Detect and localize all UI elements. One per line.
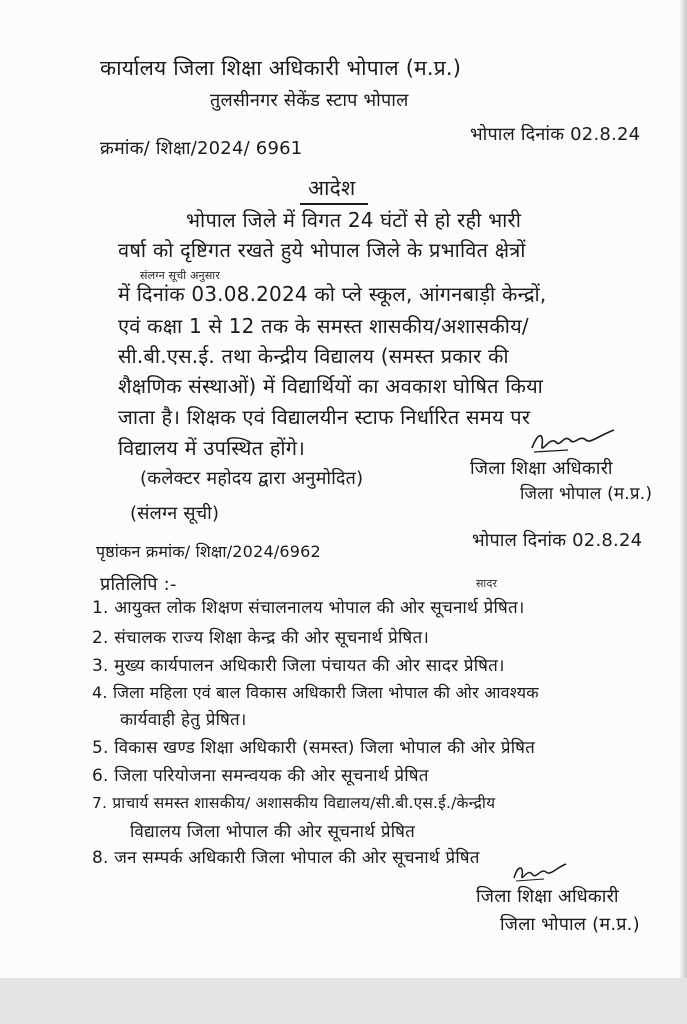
copy-item-4-cont: कार्यवाही हेतु प्रेषित। [120,710,247,730]
body-line-1: भोपाल जिले में विगत 24 घंटों से हो रही भारी [186,208,522,232]
copy-item-1: 1. आयुक्त लोक शिक्षण संचालनालय भोपाल की ओर सूचनार्थ प्रेषित। [92,598,525,618]
copy-item-5: 5. विकास खण्ड शिक्षा अधिकारी (समस्त) जिला भोपाल की ओर प्रेषित [92,738,536,758]
order-title: आदेश [308,176,356,200]
signature-1 [528,426,618,462]
body-line-3: में दिनांक 03.08.2024 को प्ले स्कूल, आंगनबाड़ी केन्द्रों, [118,282,547,306]
body-line-7: जाता है। शिक्षक एवं विद्यालयीन स्टाफ निर्धारित समय पर [118,405,531,429]
copy-item-7-cont: विद्यालय जिला भोपाल की ओर सूचनार्थ प्रेषित [130,822,416,842]
title-underline [300,203,368,205]
photo-bottom-band [0,978,687,1024]
copy-item-2: 2. संचालक राज्य शिक्षा केन्द्र की ओर सूचनार्थ प्रेषित। [92,628,429,648]
office-address: तुलसीनगर सेकेंड स्टाप भोपाल [210,90,409,111]
copy-item-4: 4. जिला महिला एवं बाल विकास अधिकारी जिला भोपाल की ओर आवश्यक [92,683,539,702]
signatory-2-district: जिला भोपाल (म.प्र.) [500,914,640,935]
body-line-4: एवं कक्षा 1 से 12 तक के समस्त शासकीय/अशासकीय/ [118,314,529,338]
signature-2 [510,860,570,888]
body-line-5: सी.बी.एस.ई. तथा केन्द्रीय विद्यालय (समस्त प्रकार की [118,344,509,368]
page-edge-shadow [679,0,687,1024]
copy-item-1-insert: सादर [476,577,498,590]
order-number: क्रमांक/ शिक्षा/2024/ 6961 [100,138,303,159]
signatory-1-district: जिला भोपाल (म.प्र.) [520,484,653,504]
attachment-note: (संलग्न सूची) [130,503,220,524]
copy-item-7: 7. प्राचार्य समस्त शासकीय/ अशासकीय विद्यालय/सी.बी.एस.ई./केन्द्रीय [92,794,496,812]
copy-item-3: 3. मुख्य कार्यपालन अधिकारी जिला पंचायत की ओर सादर प्रेषित। [92,656,505,676]
office-title: कार्यालय जिला शिक्षा अधिकारी भोपाल (म.प्र.) [100,56,462,80]
body-line-8: विद्यालय में उपस्थित होंगे। [118,436,305,460]
copy-heading: प्रतिलिपि :- [100,574,177,595]
order-date: भोपाल दिनांक 02.8.24 [470,124,641,145]
signatory-1-title: जिला शिक्षा अधिकारी [470,458,613,479]
endorsement-number: पृष्ठांकन क्रमांक/ शिक्षा/2024/6962 [96,542,321,561]
body-line-2: वर्षा को दृष्टिगत रखते हुये भोपाल जिले के प्रभावित क्षेत्रों [118,238,526,262]
signatory-2-title: जिला शिक्षा अधिकारी [476,886,619,907]
approval-note: (कलेक्टर महोदय द्वारा अनुमोदित) [140,468,364,489]
copy-item-8: 8. जन सम्पर्क अधिकारी जिला भोपाल की ओर सूचनार्थ प्रेषित [92,848,480,868]
endorsement-date: भोपाल दिनांक 02.8.24 [472,530,643,551]
body-insertion: संलग्न सूची अनुसार [140,269,221,282]
copy-item-6: 6. जिला परियोजना समन्वयक की ओर सूचनार्थ प्रेषित [92,766,429,786]
body-line-6: शैक्षणिक संस्थाओं) में विद्यार्थियों का अवकाश घोषित किया [118,374,544,398]
